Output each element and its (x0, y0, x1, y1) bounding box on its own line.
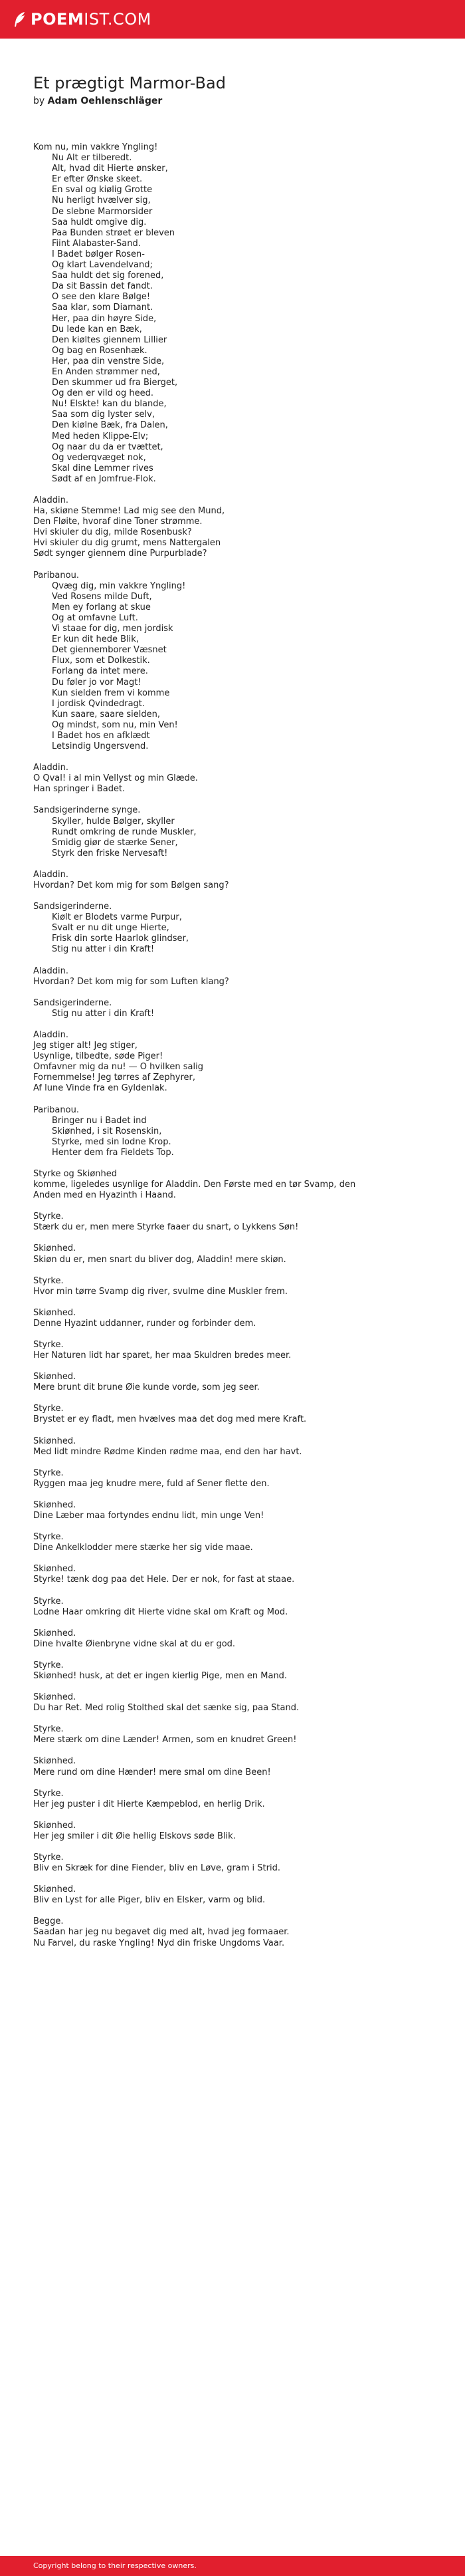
poem-line: Skiønhed. (33, 1884, 76, 1895)
poem-line: Styrke. (33, 1212, 64, 1222)
poem-line: Af lune Vinde fra en Gyldenlak. (33, 1083, 167, 1094)
poem-line: Kom nu, min vakkre Yngling! (33, 142, 158, 152)
poem-line: Hvor min tørre Svamp dig river, svulme dine Muskler frem. (33, 1286, 288, 1297)
poem-line: Og naar du da er tvættet, (52, 442, 163, 452)
stanza (33, 1628, 432, 1650)
stanza (33, 1340, 432, 1361)
poem-line: Hvordan? Det kom mig for som Luften klang? (33, 976, 229, 987)
site-header (0, 0, 465, 39)
poem-line: Anden med en Hyazinth i Haand. (33, 1190, 176, 1201)
poem-line: Skiønhed. (33, 1499, 76, 1510)
poem-line: Nu! Elskte! kan du blande, (52, 399, 167, 410)
poem-line: Skiønhed. (33, 1243, 76, 1254)
poem-line: Aladdin. (33, 1029, 68, 1040)
poem-line: Her, paa din venstre Side, (52, 356, 165, 366)
poem-line: Den Fløite, hvoraf dine Toner strømme. (33, 517, 203, 527)
poem-line: Det giennemborer Væsnet (52, 645, 167, 656)
poem-content (0, 39, 465, 1949)
poem-line: Styrke. (33, 1404, 64, 1414)
stanza (33, 1789, 432, 1810)
poem-line: Dine hvalte Øienbryne vidne skal at du er god. (33, 1638, 236, 1649)
poem-line: Paribanou. (33, 1104, 79, 1115)
poem-line: Du lede kan en Bæk, (52, 324, 142, 334)
poem-line: Ved Rosens milde Duft, (52, 591, 152, 602)
poem-line: Hvi skiuler du dig, milde Rosenbusk? (33, 527, 192, 538)
poem-line: Saa huldt omgive dig. (52, 217, 147, 227)
poem-line: Nu Farvel, du raske Yngling! Nyd din friske Ungdoms Vaar. (33, 1938, 285, 1948)
poem-line: Paa Bunden strøet er bleven (52, 227, 175, 238)
poem-line: Han springer i Badet. (33, 784, 126, 795)
stanza (33, 1756, 432, 1777)
poem-line: Sandsigerinderne. (33, 997, 112, 1008)
poem-body (33, 142, 432, 1949)
poem-line: Stig nu atter i din Kraft! (52, 944, 155, 955)
poem-line: Stærk du er, men mere Styrke faaer du snart, o Lykkens Søn! (33, 1222, 299, 1233)
poem-title: Et prægtigt Marmor-Bad (33, 74, 226, 92)
poem-line: Skiønhed. (33, 1436, 76, 1446)
poem-line: Og at omfavne Luft. (52, 612, 138, 623)
poem-line: Aladdin. (33, 966, 68, 976)
site-logo[interactable] (13, 10, 151, 29)
poem-line: Mere stærk om dine Lænder! Armen, som en knudret Green! (33, 1735, 297, 1745)
poem-line: Usynlige, tilbedte, søde Piger! (33, 1051, 163, 1062)
poem-line: Flux, som et Dolkestik. (52, 656, 150, 666)
stanza (33, 1853, 432, 1874)
stanza (33, 1372, 432, 1393)
poem-line: Med heden Klippe-Elv; (52, 431, 149, 442)
poem-line: Her jeg puster i dit Hierte Kæmpeblod, en herlig Drik. (33, 1799, 265, 1809)
stanza (33, 1276, 432, 1297)
stanza (33, 902, 432, 955)
poem-line: Aladdin. (33, 869, 68, 880)
poem-line: Denne Hyazint uddanner, runder og forbinder dem. (33, 1318, 256, 1329)
poem-line: Sandsigerinderne synge. (33, 805, 141, 816)
poem-line: Styrke. (33, 1788, 64, 1799)
stanza (33, 1884, 432, 1906)
stanza (33, 1468, 432, 1489)
poem-line: komme, ligeledes usynlige for Aladdin. Den Første med en tør Svamp, den (33, 1180, 356, 1190)
stanza (33, 1692, 432, 1714)
poem-line: Med lidt mindre Rødme Kinden rødme maa, end den har havt. (33, 1446, 302, 1457)
poem-line: Rundt omkring de runde Muskler, (52, 827, 197, 837)
poem-line: Skiønhed. (33, 1628, 76, 1638)
poem-line: Stig nu atter i din Kraft! (52, 1008, 155, 1019)
poem-line: Skiønhed. (33, 1820, 76, 1831)
poem-line: Ha, skiøne Stemme! Lad mig see den Mund, (33, 506, 225, 517)
poem-line: Svalt er nu dit unge Hierte, (52, 923, 169, 934)
poem-line: Skal dine Lemmer rives (52, 463, 153, 473)
poem-line: Skiønhed. (33, 1307, 76, 1318)
poem-line: Hvordan? Det kom mig for som Bølgen sang? (33, 880, 229, 890)
poem-line: Dine Læber maa fortyndes endnu lidt, min unge Ven! (33, 1511, 264, 1521)
poem-line: Sandsigerinderne. (33, 902, 112, 912)
poem-line: Saa klar, som Diamant. (52, 303, 153, 313)
stanza (33, 1660, 432, 1682)
stanza (33, 1821, 432, 1842)
poem-line: Her, paa din høyre Side, (52, 313, 157, 324)
poem-line: Den kiølne Bæk, fra Dalen, (52, 420, 168, 431)
poem-line: Er kun dit hede Blik, (52, 634, 139, 645)
poem-line: Styrke. (33, 1660, 64, 1670)
stanza (33, 1916, 432, 1948)
stanza (33, 1212, 432, 1233)
poem-line: Aladdin. (33, 495, 68, 505)
poem-line: Den skummer ud fra Bierget, (52, 378, 178, 388)
stanza (33, 1243, 432, 1265)
poem-line: Styrke. (33, 1596, 64, 1607)
stanza (33, 1105, 432, 1158)
poem-line: Frisk din sorte Haarlok glindser, (52, 934, 189, 944)
poem-line: Qvæg dig, min vakkre Yngling! (52, 580, 186, 591)
poem-line: Og klart Lavendelvand; (52, 260, 153, 271)
poem-line: Letsindig Ungersvend. (52, 741, 149, 752)
poem-line: Brystet er ey fladt, men hvælves maa det dog med mere Kraft. (33, 1414, 307, 1425)
poem-line: Bliv en Lyst for alle Piger, bliv en Elsker, varm og blid. (33, 1895, 266, 1906)
poem-line: Skyller, hulde Bølger, skyller (52, 816, 175, 827)
poem-line: Mere brunt dit brune Øie kunde vorde, som jeg seer. (33, 1382, 260, 1393)
author-name[interactable]: Adam Oehlenschläger (47, 96, 163, 106)
poem-line: Ryggen maa jeg knudre mere, fuld af Sener flette den. (33, 1478, 270, 1489)
poem-line: Skiønhed. (33, 1372, 76, 1382)
poem-line: Skiønhed. (33, 1692, 76, 1703)
poem-line: En sval og kiølig Grotte (52, 185, 153, 195)
stanza (33, 1724, 432, 1745)
stanza (33, 1308, 432, 1329)
poem-line: Styrke og Skiønhed (33, 1168, 117, 1179)
poem-line: Styrke. (33, 1275, 64, 1286)
stanza (33, 763, 432, 795)
stanza (33, 1597, 432, 1618)
poem-line: Saa huldt det sig forened, (52, 271, 164, 281)
poem-line: Skiønhed. (33, 1756, 76, 1767)
copyright-text: Copyright belong to their respective owners. (33, 2561, 197, 2570)
poem-line: I Badet hos en afklædt (52, 730, 150, 741)
poem-line: Sødt af en Jomfrue-Flok. (52, 473, 156, 484)
stanza (33, 966, 432, 987)
stanza (33, 1030, 432, 1095)
poem-line: Dine Ankelklodder mere stærke her sig vide maae. (33, 1543, 253, 1553)
stanza (33, 142, 432, 485)
poem-line: Styrke. (33, 1468, 64, 1478)
poem-line: Alt, hvad dit Hierte ønsker, (52, 164, 168, 174)
poem-line: Aladdin. (33, 763, 68, 773)
poem-line: Her jeg smiler i dit Øie hellig Elskovs søde Blik. (33, 1831, 236, 1841)
poem-line: Skiøn du er, men snart du bliver dog, Aladdin! mere skiøn. (33, 1254, 286, 1265)
poem-line: Skiønhed. (33, 1564, 76, 1575)
stanza (33, 870, 432, 891)
poem-line: Paribanou. (33, 570, 79, 580)
site-name-light: IST.COM (84, 10, 151, 29)
poem-line: Saadan har jeg nu begavet dig med alt, hvad jeg formaaer. (33, 1927, 290, 1938)
poem-line: O see den klare Bølge! (52, 292, 151, 303)
poem-line: Styrke. (33, 1724, 64, 1735)
stanza (33, 1436, 432, 1458)
poem-line: Styrke. (33, 1532, 64, 1543)
stanza (33, 998, 432, 1019)
poem-line: Og mindst, som nu, min Ven! (52, 719, 178, 730)
site-name-bold: POEM (31, 10, 84, 29)
poem-line: Her Naturen lidt har sparet, her maa Skuldren bredes meer. (33, 1351, 292, 1361)
poem-line: Skiønhed! husk, at det er ingen kierlig Pige, men en Mand. (33, 1670, 288, 1681)
poem-line: Du føler jo vor Magt! (52, 677, 141, 688)
byline-prefix: by (33, 96, 45, 106)
stanza (33, 1564, 432, 1585)
poem-line: Bringer nu i Badet ind (52, 1115, 147, 1126)
poem-line: Og vederqvæget nok, (52, 452, 146, 463)
poem-line: Kun sielden frem vi komme (52, 688, 170, 698)
poem-line: Og bag en Rosenhæk. (52, 345, 147, 356)
poem-line: En Anden strømmer ned, (52, 366, 160, 377)
poem-line: Begge. (33, 1916, 64, 1927)
poem-line: Vi staae for dig, men jordisk (52, 624, 173, 634)
stanza (33, 495, 432, 560)
quill-icon (13, 11, 27, 27)
poem-line: Kiølt er Blodets varme Purpur, (52, 912, 182, 923)
stanza (33, 805, 432, 858)
poem-line: Du har Ret. Med rolig Stolthed skal det sænke sig, paa Stand. (33, 1703, 300, 1714)
poem-line: Nu Alt er tilberedt. (52, 153, 132, 164)
poem-line: De slebne Marmorsider (52, 206, 153, 217)
poem-line: Omfavner mig da nu! — O hvilken salig (33, 1062, 203, 1073)
poem-line: Styrke, med sin lodne Krop. (52, 1136, 171, 1147)
poem-line: Da sit Bassin det fandt. (52, 281, 153, 292)
stanza (33, 1169, 432, 1201)
poem-line: Jeg stiger alt! Jeg stiger, (33, 1041, 138, 1051)
stanza (33, 1500, 432, 1521)
poem-line: Bliv en Skræk for dine Fiender, bliv en Løve, gram i Strid. (33, 1863, 280, 1874)
poem-line: Saa som dig lyster selv, (52, 410, 155, 420)
poem-line: Og den er vild og heed. (52, 388, 153, 399)
poem-line: Er efter Ønske skeet. (52, 174, 143, 185)
poem-line: Smidig giør de stærke Sener, (52, 837, 178, 848)
poem-line: Styrke. (33, 1340, 64, 1350)
stanza (33, 1404, 432, 1425)
poem-line: Kun saare, saare sielden, (52, 709, 161, 719)
poem-line: Nu herligt hvælver sig, (52, 195, 151, 206)
poem-line: Forlang da intet mere. (52, 666, 148, 677)
poem-line: Hvi skiuler du dig grumt, mens Nattergalen (33, 538, 221, 549)
poem-line: Lodne Haar omkring dit Hierte vidne skal om Kraft og Mod. (33, 1607, 288, 1617)
stanza (33, 571, 432, 753)
poem-line: Skiønhed, i sit Rosenskin, (52, 1126, 162, 1136)
stanza (33, 1532, 432, 1553)
poem-line: Styrke. (33, 1853, 64, 1863)
poem-line: Mere rund om dine Hænder! mere smal om dine Been! (33, 1767, 271, 1777)
site-footer (0, 2556, 465, 2576)
byline (33, 94, 432, 108)
poem-line: Sødt synger giennem dine Purpurblade? (33, 549, 207, 559)
poem-line: Henter dem fra Fieldets Top. (52, 1147, 174, 1158)
poem-line: Fiint Alabaster-Sand. (52, 238, 141, 249)
poem-line: I Badet bølger Rosen- (52, 249, 145, 259)
poem-line: Styrk den friske Nervesaft! (52, 848, 168, 858)
poem-line: I jordisk Qvindedragt. (52, 698, 145, 709)
poem-line: Styrke! tænk dog paa det Hele. Der er nok, for fast at staae. (33, 1575, 295, 1585)
poem-line: Men ey forlang at skue (52, 602, 151, 612)
poem-line: O Qval! i al min Vellyst og min Glæde. (33, 773, 198, 784)
poem-line: Fornemmelse! Jeg tørres af Zephyrer, (33, 1073, 196, 1083)
poem-line: Den kiøltes giennem Lillier (52, 334, 167, 345)
